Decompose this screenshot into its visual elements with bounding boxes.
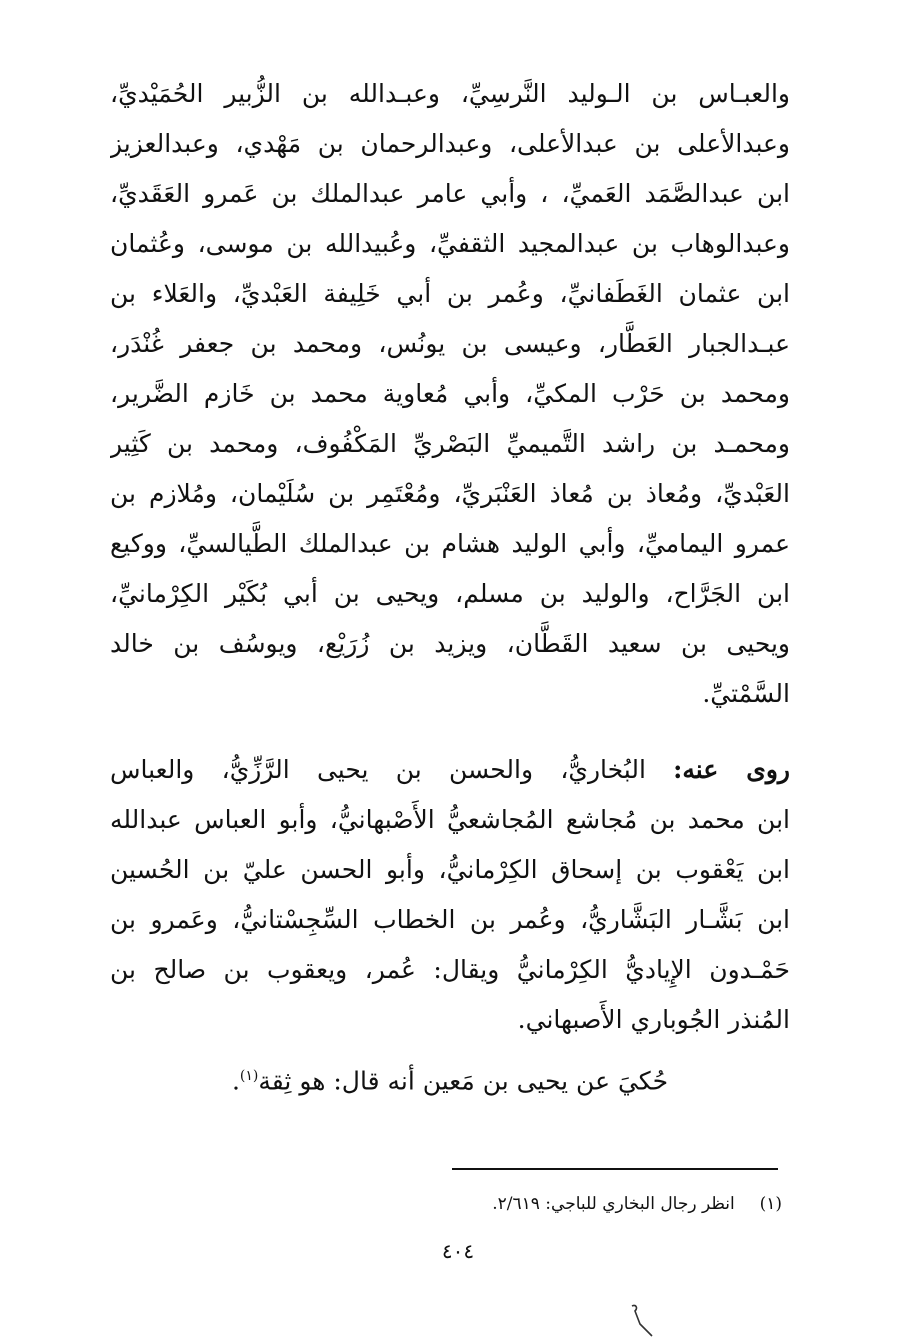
closing-end: . (231, 1066, 240, 1096)
bottom-mark-icon (622, 1300, 662, 1340)
closing-statement (110, 1052, 790, 1105)
footnote-divider (452, 1168, 778, 1170)
paragraph1-line-6: عبـدالجبار العَطَّار، وعيسى بن يونُس، ومحمد بن جعفر غُنْدَر، (110, 329, 790, 358)
paragraph1-line-7: ومحمد بن حَرْب المكيِّ، وأبي مُعاوية محمد بن خَازم الضَّرير، (110, 379, 790, 408)
footnote-reference[interactable]: (١) (239, 1068, 259, 1084)
paragraph1-line-5: ابن عثمان الغَطَفانيِّ، وعُمر بن أبي خَلِيفة العَبْديِّ، والعَلاء بن (110, 279, 790, 308)
paragraph1-line-4: وعبدالوهاب بن عبدالمجيد الثقفيِّ، وعُبيدالله بن موسى، وعُثمان (110, 229, 790, 258)
footnote (300, 1190, 782, 1218)
paragraph1-line-1: والعبـاس بن الـوليد النَّرسِيِّ، وعبـدالله بن الزُّبير الحُمَيْديِّ، (110, 79, 790, 108)
footnote-text: انظر رجال البخاري للباجي: ٢/٦١٩. (492, 1194, 735, 1214)
paragraph2-line-1-text: البُخاريُّ، والحسن بن يحيى الرَّزِّيُّ، والعباس (110, 755, 674, 784)
paragraph1-line-12: ويحيى بن سعيد القَطَّان، ويزيد بن زُرَيْع، ويوسُف بن خالد (110, 629, 790, 658)
paragraph2-line-4: ابن بَشَّـار البَشَّاريُّ، وعُمر بن الخطاب السِّجِسْتانيُّ، وعَمرو بن (110, 905, 790, 934)
page-number: ٤٠٤ (441, 1239, 475, 1263)
paragraph2-line-2: ابن محمد بن مُجاشع المُجاشعيُّ الأَصْبهانيُّ، وأبو العباس عبدالله (110, 805, 790, 834)
paragraph1-line-10: عمرو اليماميِّ، وأبي الوليد هشام بن عبدالملك الطَّيالسيِّ، ووكيع (110, 529, 790, 558)
paragraph1-line-8: ومحمـد بن راشد التَّميميِّ البَصْريِّ المَكْفُوف، ومحمد بن كَثِير (110, 429, 790, 458)
footnote-number: (١) (759, 1194, 782, 1214)
paragraph1-line-11: ابن الجَرَّاح، والوليد بن مسلم، ويحيى بن أبي بُكَيْر الكِرْمانيِّ، (110, 579, 790, 608)
paragraph2-line-5: حَمْـدون الإِياديُّ الكِرْمانيُّ ويقال: عُمر، ويعقوب بن صالح بن (110, 955, 790, 984)
paragraph1-line-13: السَّمْتيِّ. (702, 679, 790, 708)
paragraph1-line-9: العَبْديِّ، ومُعاذ بن مُعاذ العَنْبَريِّ، ومُعْتَمِر بن سُلَيْمان، ومُلازم بن (110, 479, 790, 508)
narrators-lead: روى عنه: (673, 755, 790, 784)
paragraph2-line-6: المُنذر الجُوباري الأَصبهاني. (517, 1005, 790, 1034)
paragraph2-line-1 (110, 746, 790, 794)
closing-text: حُكيَ عن يحيى بن مَعين أنه قال: هو ثِقة (258, 1066, 669, 1096)
paragraph1-line-2: وعبدالأعلى بن عبدالأعلى، وعبدالرحمان بن مَهْدي، وعبدالعزيز (110, 129, 790, 158)
paragraph2-line-3: ابن يَعْقوب بن إسحاق الكِرْمانيُّ، وأبو الحسن عليّ بن الحُسين (110, 855, 790, 884)
paragraph1-line-3: ابن عبدالصَّمَد العَميِّ، ، وأبي عامر عبدالملك بن عَمرو العَقَديِّ، (110, 179, 790, 208)
